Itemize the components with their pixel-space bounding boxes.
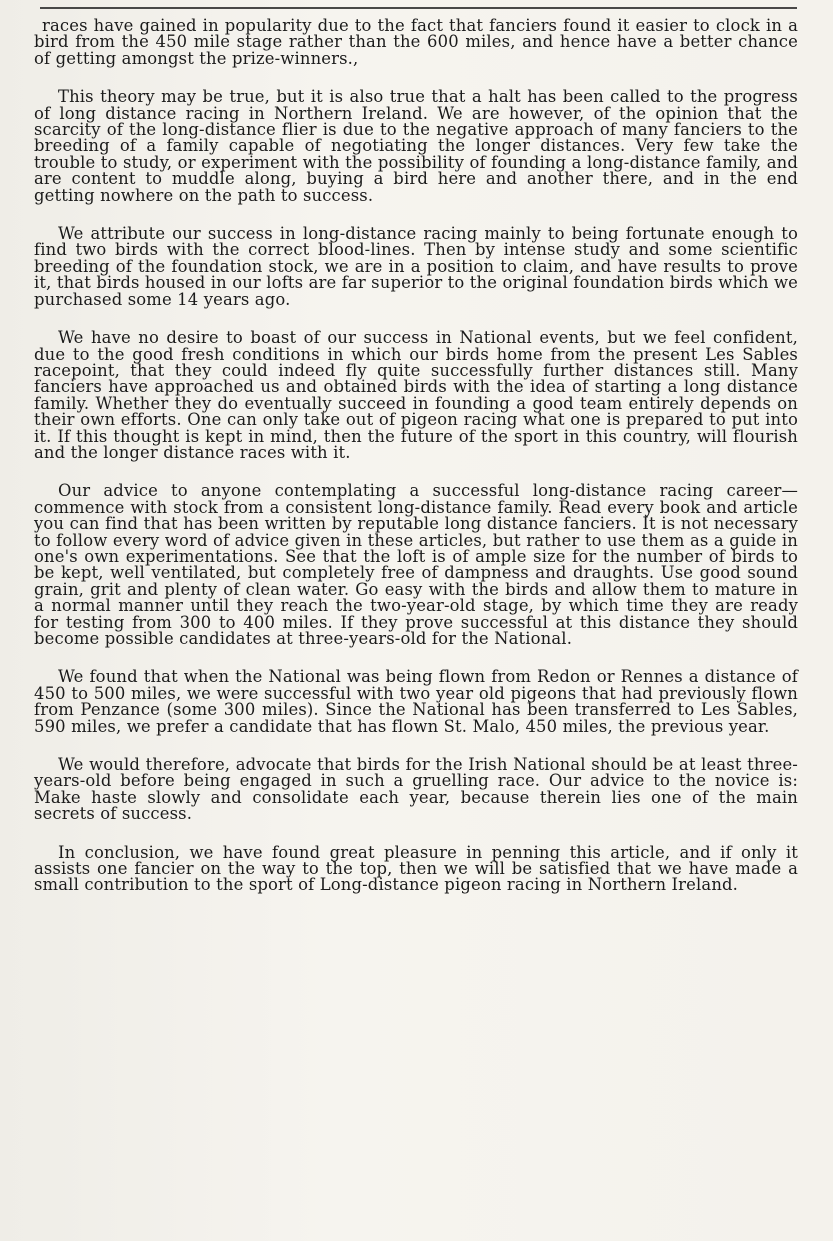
paragraph-2: This theory may be true, but it is also true that a halt has been called to the progress of long distance racing in Northern Ireland. We are however, of the opinion that the scarcity of the long-distance flier is due to the negative approach of many fanciers to the breeding of a family capable of negotiating the longer distances. Very few take the trouble to study, or experiment with the possibility of founding a long-distance family, and are content to muddle along, buying a bird here and another there, and in the end getting nowhere on the path to success. (34, 87, 798, 205)
paragraph-7: We would therefore, advocate that birds for the Irish National should be at least three-years-old before being engaged in such a gruelling race. Our advice to the novice is: Make haste slowly and consolidate each year, because therein lies one of the main secrets of success. (34, 755, 798, 824)
paragraph-8: In conclusion, we have found great pleasure in penning this article, and if only it assists one fancier on the way to the top, then we will be satisfied that we have made a small contribution to the sport of Long-distance pigeon racing in Northern Ireland. (34, 842, 798, 895)
paragraph-4: We have no desire to boast of our success in National events, but we feel confident, due to the good fresh conditions in which our birds home from the present Les Sables racepoint, that they could indeed fly quite successfully further distances still. Many fanciers have approached us and obtained birds with the idea of starting a long distance family. Whether they do eventually succeed in founding a good team entirely depends on their own efforts. One can only take out of pigeon racing what one is prepared to put into it. If this thought is kept in mind, then the future of the sport in this country, will flourish and the longer distance races with it. (34, 328, 798, 462)
paragraph-1: races have gained in popularity due to the fact that fanciers found it easier to clock in a bird from the 450 mile stage rather than the 600 miles, and hence have a better chance of getting amongst the prize-winners., (34, 16, 798, 68)
article-body (34, 18, 798, 894)
paragraph-6: We found that when the National was being flown from Redon or Rennes a distance of 450 to 500 miles, we were successful with two year old pigeons that had previously flown from Penzance (some 300 miles). Since the National has been transferred to Les Sables, 590 miles, we prefer a candidate that has flown St. Malo, 450 miles, the previous year. (34, 667, 798, 736)
paragraph-5: Our advice to anyone contemplating a successful long-distance racing career—commence with stock from a consistent long-distance family. Read every book and article you can find that has been written by reputable long distance fanciers. It is not necessary to follow every word of advice given in these articles, but rather to use them as a guide in one's own experimentations. See that the loft is of ample size for the number of birds to be kept, well ventilated, but completely free of dampness and draughts. Use good sound grain, grit and plenty of clean water. Go easy with the birds and allow them to mature in a normal manner until they reach the two-year-old stage, by which time they are ready for testing from 300 to 400 miles. If they prove successful at this distance they should become possible candidates at three-years-old for the National. (34, 481, 798, 648)
paragraph-3: We attribute our success in long-distance racing mainly to being fortunate enough to find two birds with the correct blood-lines. Then by intense study and some scientific breeding of the foundation stock, we are in a position to claim, and have results to prove it, that birds housed in our lofts are far superior to the original foundation birds which we purchased some 14 years ago. (34, 224, 798, 309)
top-rule-divider (40, 7, 797, 9)
